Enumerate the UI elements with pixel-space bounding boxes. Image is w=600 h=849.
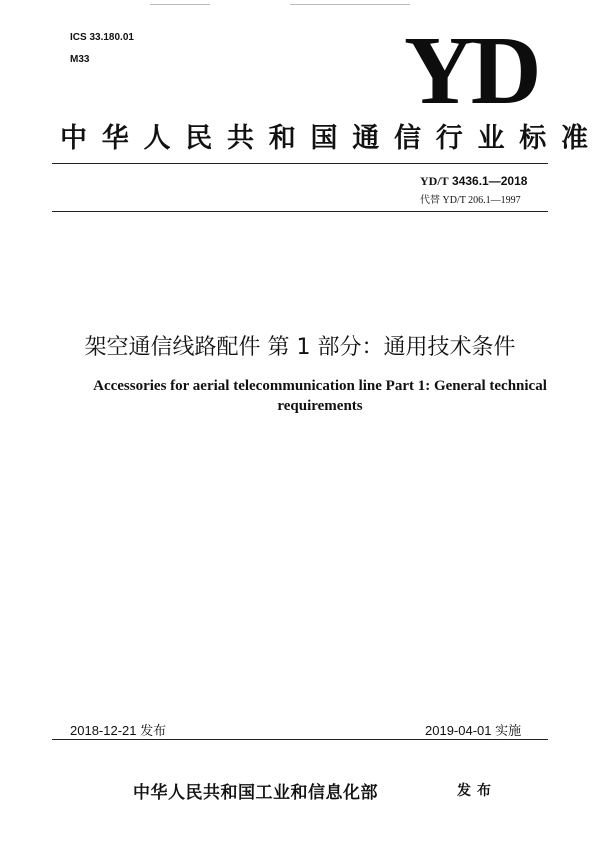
english-title-line2: requirements bbox=[277, 398, 363, 414]
chinese-title: 架空通信线路配件 第 1 部分：通用技术条件 bbox=[84, 335, 516, 360]
ics-code: ICS 33.180.01 bbox=[70, 32, 134, 43]
scan-mark bbox=[150, 4, 210, 5]
divider-top bbox=[52, 163, 548, 164]
english-title-line1: Accessories for aerial telecommunication line Part 1: General technical bbox=[93, 378, 547, 394]
divider-header bbox=[52, 211, 548, 212]
standard-number bbox=[420, 174, 550, 189]
ccs-code: M33 bbox=[70, 54, 90, 65]
scan-mark bbox=[290, 4, 410, 5]
issuing-body-title: 中华人民共和国通信行业标准 bbox=[60, 123, 590, 154]
standard-prefix: YD/T bbox=[420, 174, 449, 188]
divider-bottom bbox=[52, 739, 548, 740]
standard-number-value: 3436.1—2018 bbox=[452, 174, 528, 188]
release-label: 发布 bbox=[457, 783, 497, 799]
issuing-ministry: 中华人民共和国工业和信息化部 bbox=[133, 783, 378, 803]
implementation-date: 2019-04-01 实施 bbox=[425, 723, 522, 738]
replaces-standard: 代替 YD/T 206.1—1997 bbox=[420, 195, 521, 206]
yd-logo: YD bbox=[404, 17, 538, 125]
english-title bbox=[40, 376, 600, 416]
issue-date: 2018-12-21 发布 bbox=[70, 723, 167, 738]
